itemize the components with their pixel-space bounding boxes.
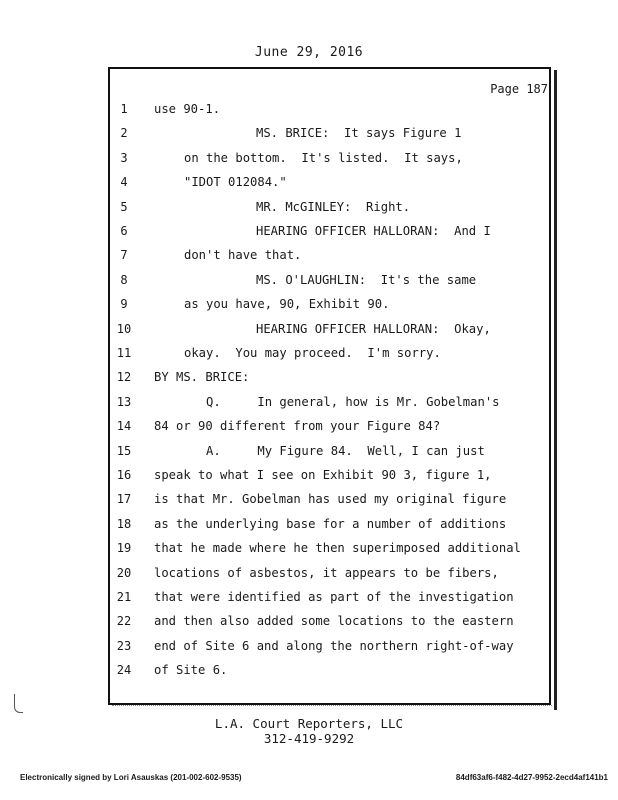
line-number: 11 [116, 346, 132, 360]
transcript-line: don't have that. [184, 248, 302, 263]
line-number: 17 [116, 492, 132, 507]
transcript-line: "IDOT 012084." [184, 175, 287, 190]
line-number: 10 [116, 321, 132, 336]
transcript-line: A. My Figure 84. Well, I can just [206, 443, 485, 458]
line-number: 3 [120, 150, 128, 165]
line-number: 6 [120, 224, 128, 238]
transcript-line: as the underlying base for a number of additions [154, 516, 507, 531]
line-number: 24 [116, 663, 132, 678]
line-number: 12 [116, 370, 132, 385]
transcript-line: is that Mr. Gobelman has used my original figure [154, 492, 507, 507]
transcript-line: BY MS. BRICE: [154, 370, 250, 385]
line-number: 1 [120, 102, 128, 116]
frame-shadow [554, 70, 557, 710]
transcript-line: use 90-1. [154, 102, 221, 116]
transcript-line: MR. McGINLEY: Right. [256, 199, 411, 214]
line-number: 16 [116, 468, 132, 482]
transcript-line: of Site 6. [154, 663, 228, 678]
transcript-line: that were identified as part of the investigation [154, 590, 514, 604]
electronic-signature: Electronically signed by Lori Asauskas (201-002-602-9535) [20, 773, 242, 782]
line-number: 14 [116, 419, 132, 434]
transcript-line: on the bottom. It's listed. It says, [184, 150, 463, 165]
transcript-line: MS. O'LAUGHLIN: It's the same [256, 272, 477, 287]
transcript-line: speak to what I see on Exhibit 90 3, figure 1, [154, 468, 492, 482]
line-number: 19 [116, 541, 132, 556]
line-number: 4 [120, 175, 128, 190]
line-number: 20 [116, 565, 132, 580]
transcript-line: HEARING OFFICER HALLORAN: And I [256, 224, 491, 238]
transcript-line: okay. You may proceed. I'm sorry. [184, 346, 441, 360]
line-number: 15 [116, 443, 132, 458]
transcript-line: 84 or 90 different from your Figure 84? [154, 419, 441, 434]
page-label: Page 187 [490, 82, 548, 96]
transcript-line: Q. In general, how is Mr. Gobelman's [206, 394, 500, 409]
transcript-line: that he made where he then superimposed additional [154, 541, 521, 556]
transcript-line: end of Site 6 and along the northern right-of-way [154, 638, 514, 653]
transcript-line: and then also added some locations to the eastern [154, 614, 514, 629]
line-number: 7 [120, 248, 128, 263]
footer-phone: 312-419-9292 [263, 731, 355, 746]
line-number: 21 [116, 590, 132, 604]
transcript-line: HEARING OFFICER HALLORAN: Okay, [256, 321, 491, 336]
line-number: 22 [116, 614, 132, 629]
line-number: 18 [116, 516, 132, 531]
scan-artifact-line [112, 705, 552, 706]
line-number: 13 [116, 394, 132, 409]
line-number: 5 [120, 199, 128, 214]
transcript-line: locations of asbestos, it appears to be fibers, [154, 565, 499, 580]
transcript-date: June 29, 2016 [254, 45, 364, 60]
line-number: 8 [120, 272, 128, 287]
transcript-line: as you have, 90, Exhibit 90. [184, 297, 390, 312]
scan-mark [14, 694, 23, 713]
footer-company: L.A. Court Reporters, LLC [214, 716, 404, 731]
line-number: 23 [116, 638, 132, 653]
line-number: 2 [120, 126, 128, 141]
transcript-line: MS. BRICE: It says Figure 1 [256, 126, 462, 141]
document-id: 84df63af6-f482-4d27-9952-2ecd4af141b1 [455, 773, 608, 782]
line-number: 9 [120, 297, 128, 312]
